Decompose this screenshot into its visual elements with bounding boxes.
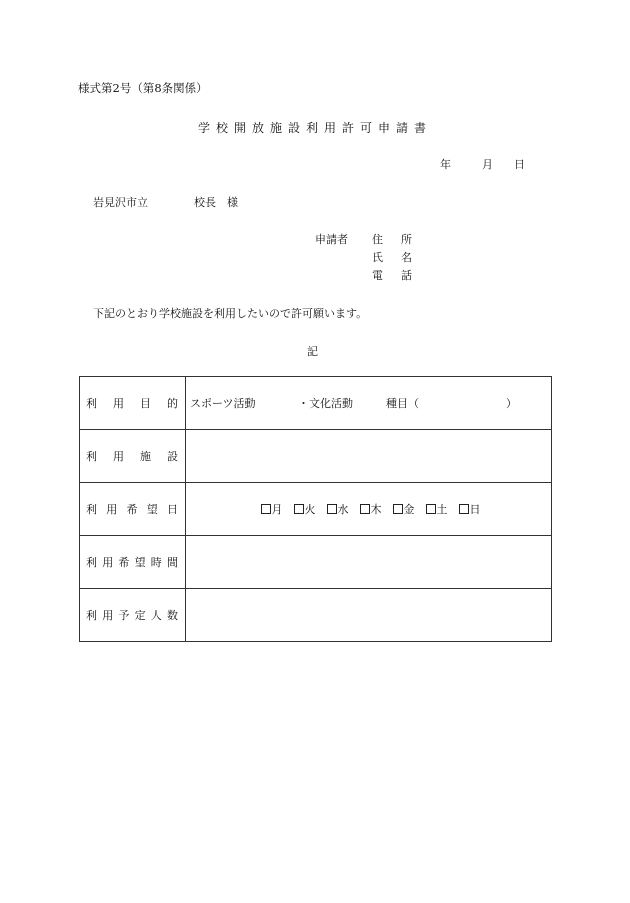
desired-time-field[interactable] xyxy=(186,536,552,589)
date-year-label: 年 xyxy=(440,158,451,171)
expected-people-field[interactable] xyxy=(186,589,552,642)
facility-field[interactable] xyxy=(186,430,552,483)
application-table xyxy=(79,376,552,642)
row-label-desired-time: 利 用 希 望 時 間 xyxy=(80,536,186,589)
day-checkbox-tue[interactable]: 火 xyxy=(294,501,316,517)
checkbox-icon xyxy=(459,504,469,514)
purpose-kind-label: 種目（ xyxy=(386,397,419,410)
day-checkbox-thu[interactable]: 木 xyxy=(360,501,382,517)
day-checkbox-mon[interactable]: 月 xyxy=(261,501,283,517)
purpose-field[interactable] xyxy=(186,377,552,430)
addressee xyxy=(93,194,238,210)
applicant-phone-label: 電 話 xyxy=(372,269,412,282)
applicant-address-label: 住 所 xyxy=(372,233,412,246)
checkbox-icon xyxy=(426,504,436,514)
request-text: 下記のとおり学校施設を利用したいので許可願います。 xyxy=(93,307,368,320)
purpose-culture[interactable]: ・文化活動 xyxy=(298,397,353,410)
day-checkbox-sat[interactable]: 土 xyxy=(426,501,448,517)
applicant-name-label: 氏 名 xyxy=(372,251,412,264)
addressee-school: 岩見沢市立 xyxy=(93,196,148,209)
form-number: 様式第2号（第8条関係） xyxy=(78,81,208,95)
purpose-kind-input[interactable] xyxy=(446,395,506,411)
purpose-sports[interactable]: スポーツ活動 xyxy=(190,397,256,410)
document-title: 学校開放施設利用許可申請書 xyxy=(197,121,432,135)
checkbox-icon xyxy=(393,504,403,514)
day-checkbox-sun[interactable]: 日 xyxy=(459,501,481,517)
date-day-label: 日 xyxy=(514,158,525,171)
checkbox-icon xyxy=(261,504,271,514)
day-checkbox-wed[interactable]: 水 xyxy=(327,501,349,517)
checkbox-icon xyxy=(294,504,304,514)
addressee-principal: 校長 様 xyxy=(194,196,238,209)
applicant-label: 申請者 xyxy=(315,233,348,246)
row-label-expected-people: 利 用 予 定 人 数 xyxy=(80,589,186,642)
purpose-kind-close: ） xyxy=(506,397,517,410)
row-label-facility: 利 用 施 設 xyxy=(80,430,186,483)
checkbox-icon xyxy=(327,504,337,514)
date-line xyxy=(440,156,525,172)
table-row xyxy=(80,377,552,430)
row-label-desired-day: 利 用 希 望 日 xyxy=(80,483,186,536)
checkbox-icon xyxy=(360,504,370,514)
date-month-label: 月 xyxy=(482,158,493,171)
desired-day-field xyxy=(186,483,552,536)
table-row xyxy=(80,536,552,589)
table-row xyxy=(80,589,552,642)
ki-heading: 記 xyxy=(307,345,318,358)
row-label-purpose: 利 用 目 的 xyxy=(80,377,186,430)
table-row xyxy=(80,483,552,536)
table-row xyxy=(80,430,552,483)
day-checkbox-fri[interactable]: 金 xyxy=(393,501,415,517)
